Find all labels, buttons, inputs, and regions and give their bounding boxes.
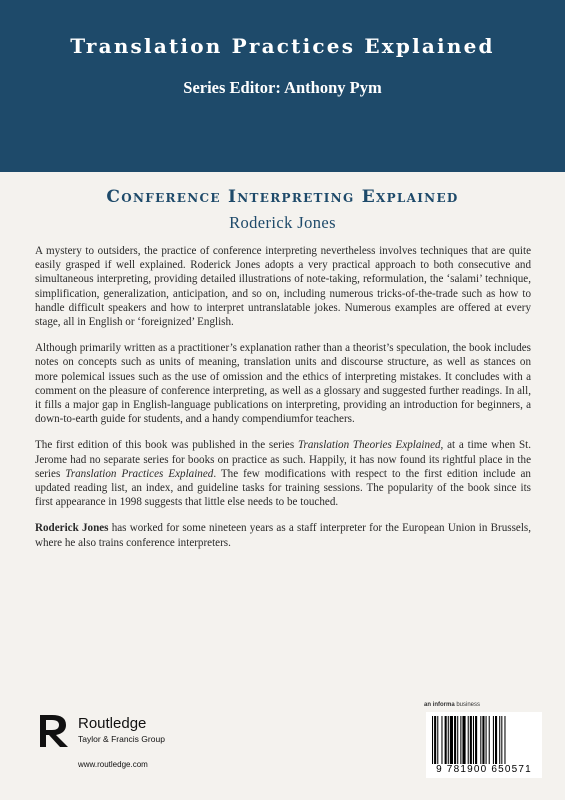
blurb-text: . The few modifications with respect to the first edition include an updated reading list, an index, and guideline tasks for training sessions. The popularity of the book since its first appearance in 1998 suggests that little else needs to be touched. — [35, 467, 531, 509]
routledge-r-icon — [36, 713, 72, 749]
author-bio-text: has worked for some nineteen years as a staff interpreter for the European Union in Brussels, where he also trains conference interpreters. — [35, 522, 532, 549]
informa-tagline — [424, 702, 480, 708]
series-header — [0, 0, 565, 172]
blurb-paragraph-1: A mystery to outsiders, the practice of conference interpreting nevertheless involves techniques that are quite easily grasped if well explained. Roderick Jones adopts a very practical approach to both consecutive and simultaneous interpreting, providing detailed illustrations of note-taking, reformulation, the ‘salami’ technique, simplification, generalization, anticipation, and so on, including numerous tricks-of-the-trade such as how to handle difficult speakers and how to interpret untranslatable jokes. Numerous examples are offered at every stage, all in English or ‘foreignized’ English. — [35, 245, 531, 329]
series-name-practices: Translation Practices Explained — [65, 467, 214, 480]
barcode-bars — [432, 716, 536, 764]
publisher-name: Routledge — [78, 715, 147, 732]
blurb-text: , at a time when St. Jerome had no separate series for books on practice as such. Happily, it has now found its rightful place in the series — [35, 439, 531, 480]
book-author: Roderick Jones — [229, 213, 336, 232]
series-title: Translation Practices Explained — [70, 34, 495, 58]
blurb-paragraph-3 — [35, 438, 531, 509]
informa-bold: an informa — [424, 702, 455, 708]
blurb-text: The first edition of this book was published in the series — [35, 439, 298, 452]
author-bio-name: Roderick Jones — [35, 522, 109, 535]
isbn-number: 9 781900 650571 — [436, 764, 532, 775]
publisher-group: Taylor & Francis Group — [78, 734, 165, 744]
blurb-paragraph-2: Although primarily written as a practitioner’s explanation rather than a theorist’s speculation, the book includes notes on concepts such as units of meaning, translation units and discourse structure, as well as stances on more polemical issues such as the use of omission and the ethics of interpreting mistakes. It concludes with a comment on the pleasure of conference interpreting, as well as a glossary and suggested further readings. In all, it fills a major gap in English-language publications on interpreting, providing an introduction for beginners, a down-to-earth guide for students, and a handy compendiumfor teachers. — [35, 342, 531, 426]
series-editor: Series Editor: Anthony Pym — [183, 78, 382, 97]
series-name-theories: Translation Theories Explained — [297, 439, 441, 452]
informa-rest: business — [454, 702, 481, 708]
publisher-url: www.routledge.com — [78, 760, 148, 769]
blurb — [35, 244, 531, 562]
isbn-barcode — [426, 712, 542, 778]
author-bio — [35, 521, 531, 549]
book-title: Conference Interpreting Explained — [106, 187, 459, 207]
